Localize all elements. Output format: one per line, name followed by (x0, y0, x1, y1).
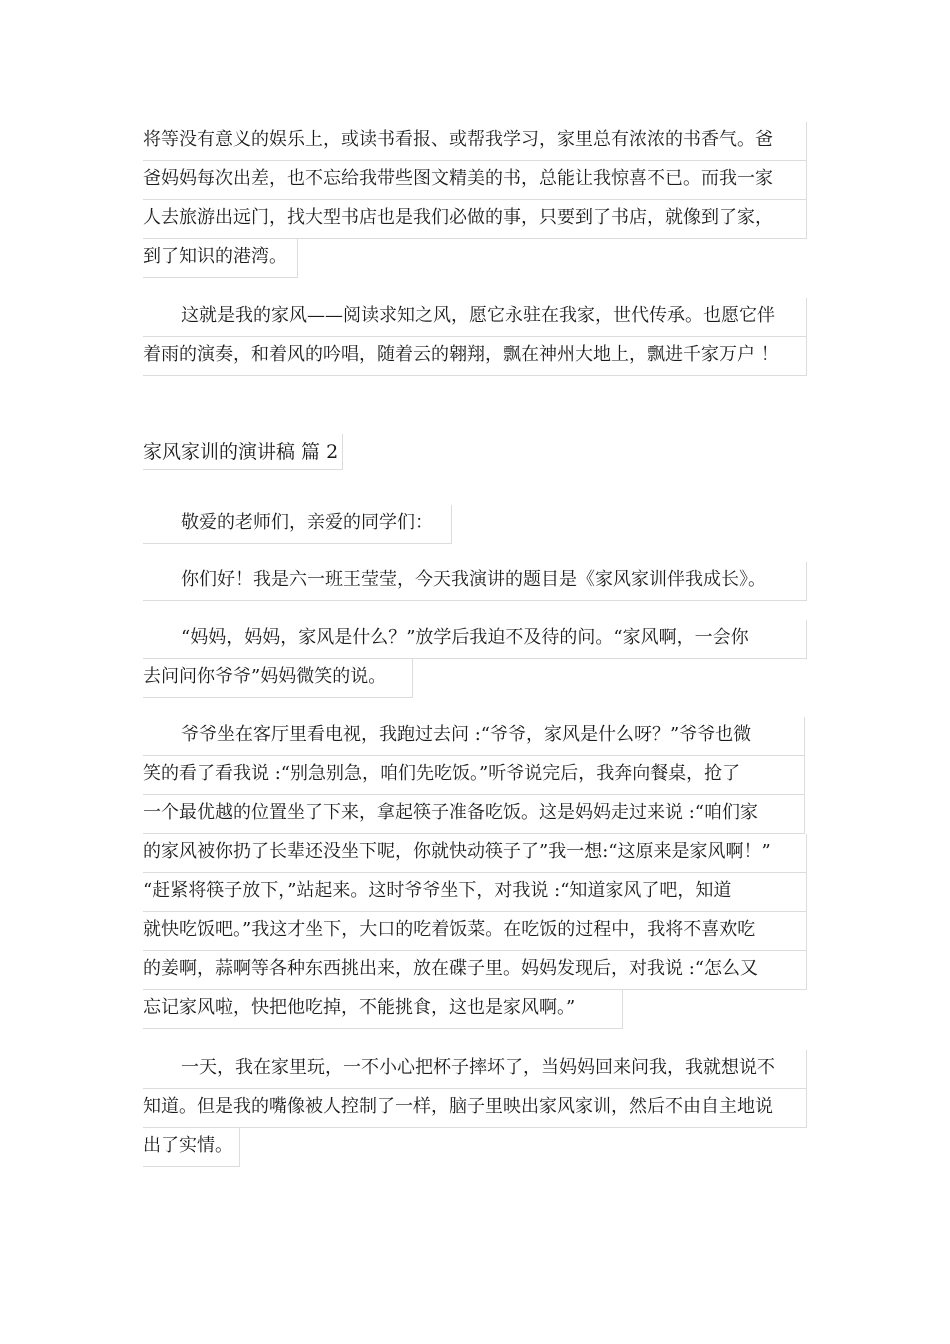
text-line: 笑的看了看我说 :“别急别急，咱们先吃饭。”听爷说完后，我奔向餐桌，抢了 (143, 756, 805, 795)
text-line: 忘记家风啦，快把他吃掉，不能挑食，这也是家风啊。” (143, 990, 623, 1029)
paragraph-ask-mother (143, 620, 807, 698)
text-line: 一个最优越的位置坐了下来，拿起筷子准备吃饭。这是妈妈走过来说 :“咱们家 (143, 795, 805, 834)
paragraph-family-wind-conclusion (143, 298, 807, 376)
paragraph-grandpa-story (143, 717, 807, 1029)
text-line: 爸妈妈每次出差，也不忘给我带些图文精美的书，总能让我惊喜不已。而我一家 (143, 161, 807, 200)
text-line: 知道。但是我的嘴像被人控制了一样，脑子里映出家风家训，然后不由自主地说 (143, 1089, 807, 1128)
text-line: 人去旅游出远门，找大型书店也是我们必做的事，只要到了书店，就像到了家， (143, 200, 807, 239)
paragraph-bookish-family (143, 122, 807, 278)
paragraph-intro (143, 562, 807, 601)
text-line: 你们好！我是六一班王莹莹，今天我演讲的题目是《家风家训伴我成长》。 (143, 562, 807, 601)
text-line: 将等没有意义的娱乐上，或读书看报、或帮我学习，家里总有浓浓的书香气。爸 (143, 122, 807, 161)
paragraph-greeting (143, 505, 452, 544)
text-line: “妈妈，妈妈，家风是什么？”放学后我迫不及待的问。“家风啊，一会你 (143, 620, 807, 659)
paragraph-broken-cup (143, 1050, 807, 1167)
text-line: 出了实情。 (143, 1128, 240, 1167)
text-line: 就快吃饭吧。”我这才坐下，大口的吃着饭菜。在吃饭的过程中，我将不喜欢吃 (143, 912, 807, 951)
text-line: 去问问你爷爷”妈妈微笑的说。 (143, 659, 413, 698)
text-line: 到了知识的港湾。 (143, 239, 298, 278)
text-line: 的姜啊，蒜啊等各种东西挑出来，放在碟子里。妈妈发现后，对我说 :“怎么又 (143, 951, 807, 990)
text-line: 的家风被你扔了长辈还没坐下呢，你就快动筷子了”我一想:“这原来是家风啊！” (143, 834, 807, 873)
text-line: 这就是我的家风——阅读求知之风，愿它永驻在我家，世代传承。也愿它伴 (143, 298, 807, 337)
text-line: 一天，我在家里玩，一不小心把杯子摔坏了，当妈妈回来问我，我就想说不 (143, 1050, 807, 1089)
text-line: 着雨的演奏，和着风的吟唱，随着云的翱翔，飘在神州大地上，飘进千家万户 ！ (143, 337, 807, 376)
section-heading: 家风家训的演讲稿 篇 2 (143, 434, 343, 470)
text-line: 敬爱的老师们，亲爱的同学们： (143, 505, 452, 544)
text-line: 爷爷坐在客厅里看电视，我跑过去问 :“爷爷，家风是什么呀？”爷爷也微 (143, 717, 805, 756)
text-line: “赶紧将筷子放下，”站起来。这时爷爷坐下，对我说 :“知道家风了吧，知道 (143, 873, 807, 912)
